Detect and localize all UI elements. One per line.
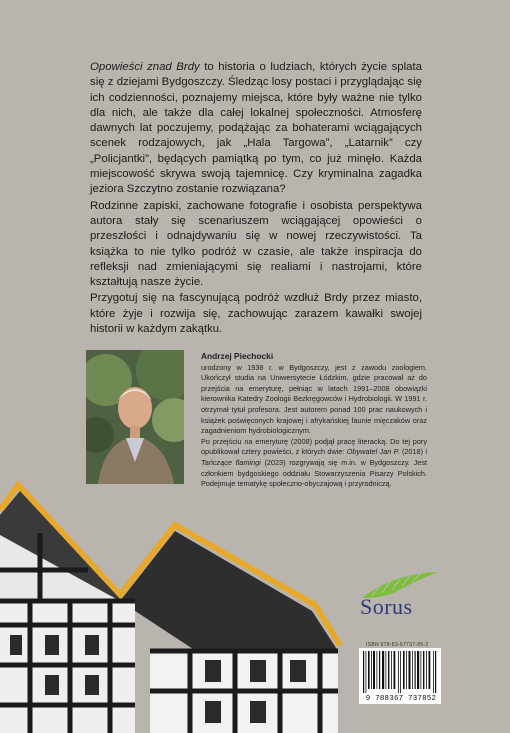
book-title: Opowieści znad Brdy bbox=[90, 61, 200, 73]
blurb-paragraph-3: Przygotuj się na fascynującą podróż wzdłuż Brdy przez miasto, które żyje i rozwija się, zachowując zarazem kawałki swojej historii w każdym zakątku. bbox=[90, 292, 422, 336]
novel-title-1: Obywatel Jan P. bbox=[346, 447, 400, 457]
barcode-number: 9 788367 737852 bbox=[365, 695, 437, 703]
novel-title-2: Tańczące flamingi bbox=[201, 457, 261, 467]
bio-text: (2023) rozgrywają się m.in. w Bydgoszczy. Jest członkiem bydgoskiego oddziału Stowarzyszenia Pisarzy Polskich. Podejmuje tematykę społeczno-obyczajową i przyrodniczą. bbox=[201, 457, 427, 489]
isbn-label: ISBN 978-83-67737-85-2 bbox=[366, 642, 429, 648]
author-name: Andrzej Piechocki bbox=[201, 351, 274, 361]
blurb-paragraph-1 bbox=[90, 60, 422, 198]
blurb-paragraph-1-text: to historia o ludziach, których życie splata się z dziejami Bydgoszczy. Śledząc losy postaci i przyglądając się ich codzienności, poznajemy miejsca, które były ważne nie tylko dla nich, ale także dla całej lokalnej społeczności. Atmosferę dawnych lat poczujemy, podążając za bohaterami wciągających scenek rodzajowych, jak „Hala Targowa”, „Latarnik” czy „Policjantki”, będących pamiątką po tym, co już minęło. Każda miejscowość skrywa swoją tajemnicę. Czy kryminalna zagadka jeziora Szczytno zostanie rozwiązana? bbox=[90, 61, 422, 196]
back-cover-blurb bbox=[90, 60, 422, 338]
author-bio-paragraph-1: urodzony w 1938 r. w Bydgoszczy, jest z zawodu zoologiem. Ukończył studia na Uniwersytecie Łódzkim, gdzie pracował aż do przejścia na emeryturę, pełniąc w latach 1991–2008 obowiązki kierownika Katedry Zoologii Bezkręgowców i Hydrobiologii. W 1991 r. otrzymał tytuł profesora. Jest autorem ponad 100 prac naukowych i książek poświęconych krajowej i afrykańskiej faunie mięczaków oraz zagadnieniom hydrobiologicznym. bbox=[201, 362, 427, 436]
blurb-paragraph-2: Rodzinne zapiski, zachowane fotografie i osobista perspektywa autora stały się scenariuszem wciągającej opowieści o przeszłości i odnajdywaniu się w nowej rzeczywistości. Ta książka to nie tylko podróż w czasie, ale także inspiracja do refleksji nad zmieniającymi się realiami i nastrojami, które kształtują nasze życie. bbox=[90, 199, 422, 289]
publisher-logo-text: Sorus bbox=[360, 594, 413, 619]
bio-text: (2018) i bbox=[399, 447, 427, 457]
bio-text: Po przejściu na emeryturę (2008) podjął pracę literacką. Do tej pory opublikował cztery powieści, z których dwie: bbox=[201, 436, 427, 457]
